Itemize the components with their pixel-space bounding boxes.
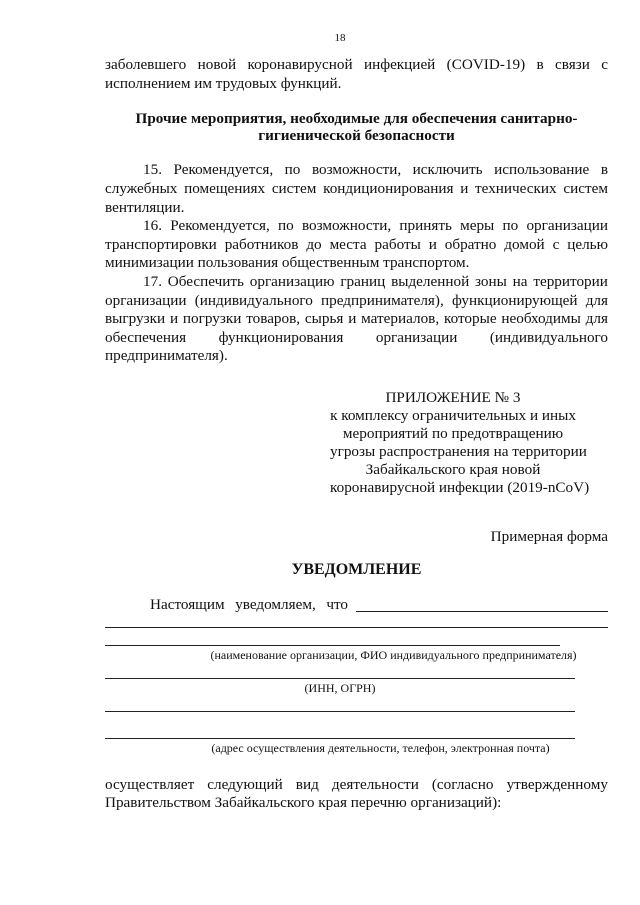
blank-line-inn[interactable] [105,678,575,679]
page-number: 18 [334,32,346,44]
appendix-line-5: коронавирусной инфекции (2019-nCoV) [330,479,590,496]
item-15-line-1: 15. Рекомендуется, по возможности, исключить использование в [143,161,608,178]
item-15-line-3: вентиляции. [105,199,185,216]
caption-address: (адрес осуществления деятельности, телефон, электронная почта) [211,741,550,755]
appendix-line-4: Забайкальского края новой [365,461,541,478]
appendix-line-1: к комплексу ограничительных и иных [330,407,576,424]
blank-line-org-2[interactable] [105,645,560,646]
activity-line-1: осуществляет следующий вид деятельности (согласно утвержденному [105,776,608,793]
blank-line-org-1[interactable] [105,627,608,628]
item-15-line-2: служебных помещениях систем кондиционирования и технических систем [105,180,608,197]
appendix-line-3: угрозы распространения на территории [330,443,587,460]
section-heading-line-2: гигиенической безопасности [258,127,455,144]
item-16-line-2: транспортировки работников до места работы и обратно домой с целью [105,236,608,253]
notice-title: УВЕДОМЛЕНИЕ [291,561,422,578]
item-17-line-1: 17. Обеспечить организацию границ выделенной зоны на территории [143,273,608,290]
activity-line-2: Правительством Забайкальского края перечню организаций): [105,794,502,811]
blank-line-address-2[interactable] [105,738,575,739]
appendix-line-2: мероприятий по предотвращению [342,425,564,442]
item-17-line-3: выгрузки и погрузки товаров, сырья и материалов, которые необходимы для [105,310,608,327]
item-17-line-4: обеспечения функционирования организации (индивидуального [105,329,608,346]
item-17-line-2: организации (индивидуального предпринимателя), функционирующей для [105,292,608,309]
blank-line-address-1[interactable] [105,711,575,712]
intro-line-2: исполнением им трудовых функций. [105,75,342,92]
caption-inn: (ИНН, ОГРН) [304,681,376,695]
caption-org: (наименование организации, ФИО индивидуального предпринимателя) [210,648,577,662]
intro-line-1: заболевшего новой коронавирусной инфекцией (COVID-19) в связи с [105,56,608,73]
section-heading-line-1: Прочие мероприятия, необходимые для обеспечения санитарно- [135,110,578,127]
notice-lead: Настоящим уведомляем, что [150,596,348,613]
appendix-title: ПРИЛОЖЕНИЕ № 3 [385,389,521,406]
item-16-line-3: минимизации пользования общественным транспортом. [105,254,470,271]
blank-line-lead[interactable] [356,611,608,612]
form-label: Примерная форма [490,528,608,545]
item-17-line-5: предпринимателя). [105,347,228,364]
item-16-line-1: 16. Рекомендуется, по возможности, принять меры по организации [143,217,608,234]
